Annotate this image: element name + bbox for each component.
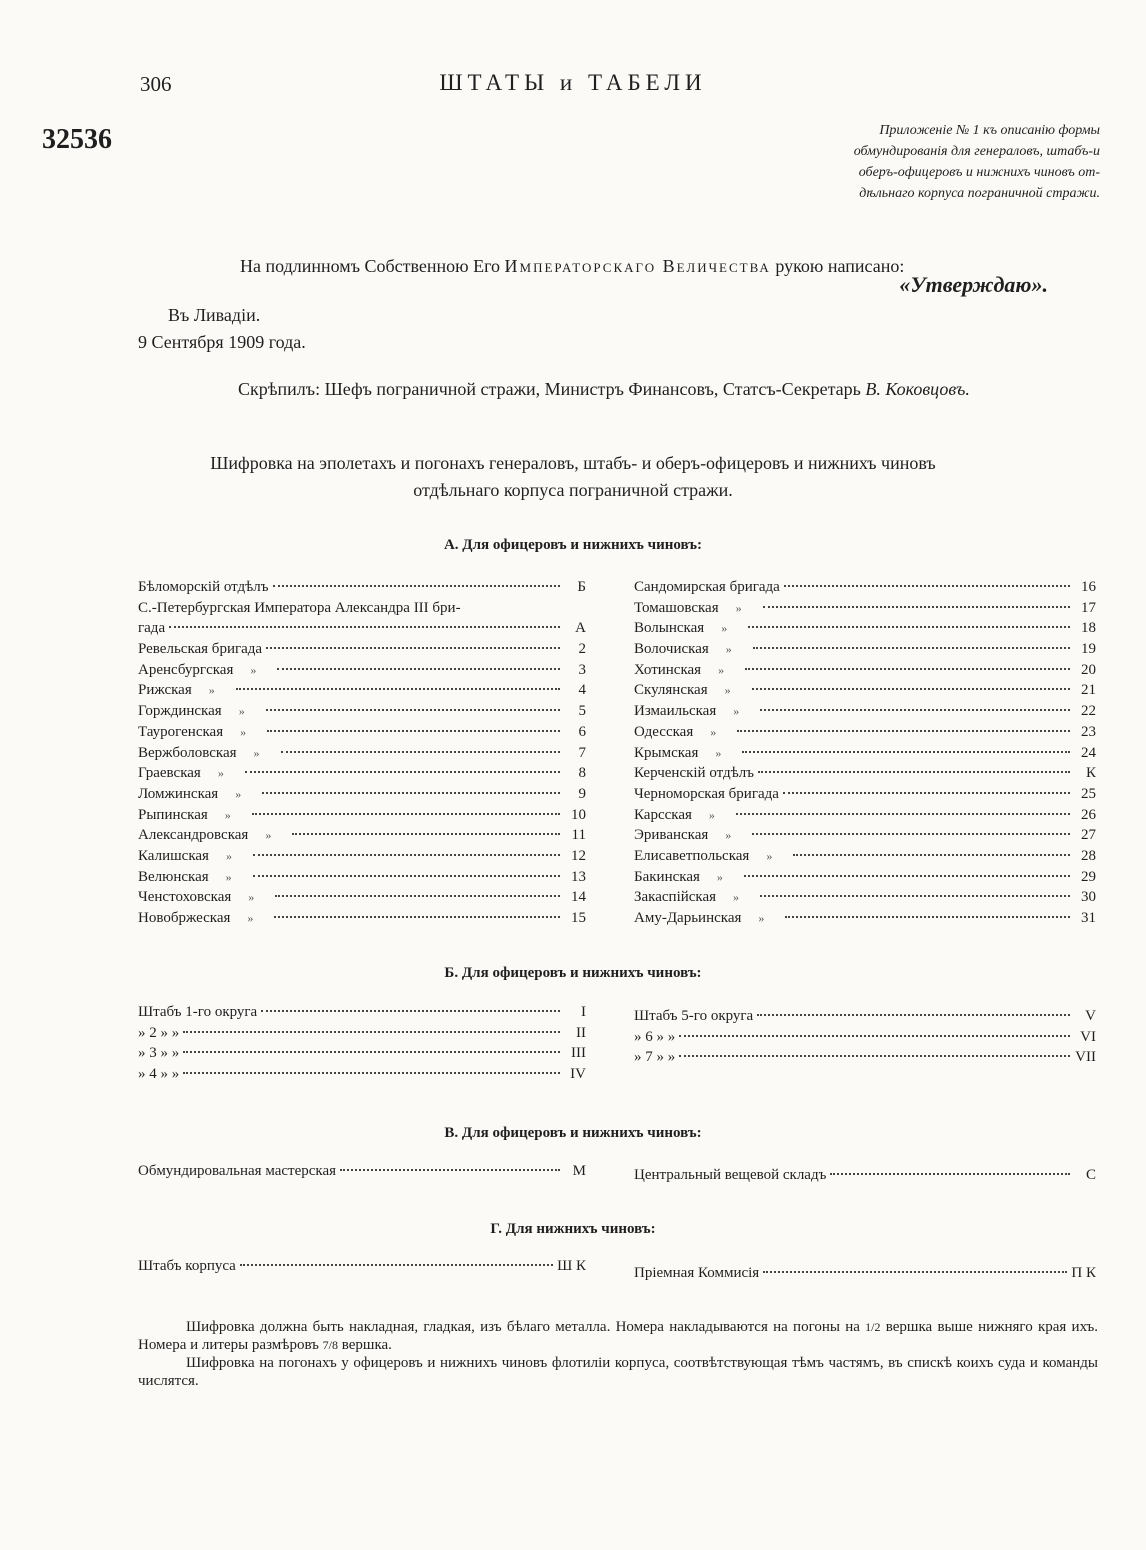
item-code: М bbox=[572, 1163, 586, 1179]
ditto-mark: » bbox=[733, 890, 740, 905]
leader-dots bbox=[793, 854, 1070, 856]
leader-dots bbox=[785, 916, 1070, 918]
ditto-mark: » bbox=[225, 869, 232, 884]
leader-dots bbox=[679, 1035, 1070, 1037]
item-code: 24 bbox=[1081, 744, 1096, 761]
item-name: Ченстоховская bbox=[138, 889, 232, 906]
section-b-right-list bbox=[634, 1008, 1096, 1070]
item-name: Вержболовская bbox=[138, 744, 237, 761]
leader-dots bbox=[277, 668, 560, 670]
list-item bbox=[634, 1167, 1096, 1188]
list-item bbox=[634, 682, 1096, 703]
item-code: 19 bbox=[1081, 641, 1096, 658]
leader-dots bbox=[240, 1264, 553, 1266]
original-text-c: рукою написано: bbox=[775, 256, 905, 276]
item-name: Центральный вещевой складъ bbox=[634, 1167, 827, 1183]
leader-dots bbox=[783, 792, 1070, 794]
leader-dots bbox=[253, 854, 560, 856]
ditto-mark: » bbox=[248, 890, 255, 905]
item-name: Рыпинская bbox=[138, 806, 208, 823]
item-name: Крымская bbox=[634, 744, 699, 761]
appendix-line: дѣльнаго корпуса пограничной стражи. bbox=[859, 186, 1100, 201]
note-1b: вершка выше нижняго края ихъ. Номера и литеры размѣровъ bbox=[138, 1319, 1099, 1353]
list-item bbox=[634, 807, 1096, 828]
note-paragraph-2: Шифровка на погонахъ у офицеровъ и нижнихъ чиновъ флотиліи корпуса, соотвѣтствующая тѣмъ частямъ, въ спискѣ коихъ суда и команды числятся. bbox=[138, 1355, 1098, 1389]
leader-dots bbox=[236, 688, 560, 690]
list-item bbox=[634, 1029, 1096, 1050]
item-code: 5 bbox=[578, 703, 586, 720]
leader-dots bbox=[784, 585, 1070, 587]
item-code: 29 bbox=[1081, 868, 1096, 885]
item-name: Сандомирская бригада bbox=[634, 579, 780, 595]
appendix-line: оберъ-офицеровъ и нижнихъ чиновъ от- bbox=[858, 165, 1100, 180]
leader-dots bbox=[183, 1072, 560, 1074]
item-code: 7 bbox=[578, 744, 586, 761]
list-item bbox=[138, 641, 586, 662]
list-item bbox=[138, 1258, 586, 1279]
item-code: IV bbox=[570, 1066, 586, 1083]
leader-dots bbox=[261, 1010, 560, 1012]
list-item bbox=[634, 765, 1096, 786]
item-code: 20 bbox=[1081, 661, 1096, 678]
leader-dots bbox=[679, 1055, 1070, 1057]
leader-dots bbox=[292, 833, 560, 835]
leader-dots bbox=[253, 875, 560, 877]
leader-dots bbox=[742, 751, 1070, 753]
item-code: 18 bbox=[1081, 620, 1096, 637]
section-a-left-list bbox=[138, 579, 586, 931]
leader-dots bbox=[758, 771, 1070, 773]
ditto-mark: » bbox=[733, 704, 740, 719]
leader-dots bbox=[281, 751, 560, 753]
item-code: 13 bbox=[571, 868, 586, 885]
ditto-mark: » bbox=[725, 642, 732, 657]
item-code: 10 bbox=[571, 806, 586, 823]
item-name: Измаильская bbox=[634, 703, 717, 720]
list-item bbox=[634, 745, 1096, 766]
leader-dots bbox=[760, 895, 1070, 897]
list-item bbox=[138, 889, 586, 910]
original-text-a: На подлинномъ Собственною Его bbox=[240, 256, 501, 276]
section-g-left-list bbox=[138, 1258, 586, 1279]
leader-dots bbox=[273, 585, 560, 587]
item-code: 9 bbox=[578, 785, 586, 802]
leader-dots bbox=[744, 875, 1070, 877]
item-code: 16 bbox=[1081, 579, 1096, 595]
list-item bbox=[138, 848, 586, 869]
item-code: 15 bbox=[571, 910, 586, 926]
item-code: III bbox=[571, 1045, 586, 1062]
item-code: К bbox=[1085, 765, 1096, 782]
leader-dots bbox=[275, 895, 560, 897]
running-title: ШТАТЫ и ТАБЕЛИ bbox=[439, 70, 707, 95]
list-item bbox=[634, 910, 1096, 931]
item-name: Закаспійская bbox=[634, 889, 717, 906]
item-name: Аму-Дарьинская bbox=[634, 910, 742, 926]
ditto-mark: » bbox=[240, 724, 247, 739]
countersignature bbox=[238, 379, 970, 400]
leader-dots bbox=[267, 730, 560, 732]
item-code: С bbox=[1085, 1167, 1096, 1183]
list-item bbox=[634, 600, 1096, 621]
item-name: Эриванская bbox=[634, 827, 709, 844]
item-code: 6 bbox=[578, 723, 586, 740]
item-name: Волочиская bbox=[634, 641, 709, 658]
list-item bbox=[138, 1004, 586, 1025]
ditto-mark: » bbox=[758, 911, 765, 925]
list-item bbox=[634, 703, 1096, 724]
list-item bbox=[138, 786, 586, 807]
list-item bbox=[138, 765, 586, 786]
list-item bbox=[138, 1025, 586, 1046]
ditto-mark: » bbox=[725, 828, 732, 843]
leader-dots bbox=[274, 916, 560, 918]
list-item bbox=[138, 1066, 586, 1087]
document-title bbox=[0, 450, 1146, 504]
ditto-mark: » bbox=[265, 828, 272, 843]
appendix-line: обмундированія для генераловъ, штабъ-и bbox=[853, 144, 1100, 159]
item-name: гада bbox=[138, 620, 166, 637]
ditto-mark: » bbox=[708, 807, 715, 822]
leader-dots bbox=[736, 813, 1070, 815]
list-item bbox=[138, 579, 586, 600]
ditto-mark: » bbox=[716, 869, 723, 884]
ditto-mark: » bbox=[247, 911, 254, 925]
item-name: Аренсбургская bbox=[138, 661, 234, 678]
ditto-mark: » bbox=[225, 848, 232, 863]
leader-dots bbox=[753, 647, 1070, 649]
item-name: Ревельская бригада bbox=[138, 641, 263, 658]
item-name: Одесская bbox=[634, 723, 694, 740]
title-line-2: отдѣльнаго корпуса пограничной стражи. bbox=[413, 480, 733, 500]
ditto-mark: » bbox=[721, 621, 728, 636]
leader-dots bbox=[752, 833, 1070, 835]
note-1a: Шифровка должна быть накладная, гладкая, изъ бѣлаго металла. Номера накладываются на погоны на bbox=[186, 1319, 860, 1335]
section-a-right-list bbox=[634, 579, 1096, 931]
ditto-mark: » bbox=[238, 704, 245, 719]
section-b-heading: Б. Для офицеровъ и нижнихъ чиновъ: bbox=[444, 965, 702, 981]
item-name: Рижская bbox=[138, 682, 192, 699]
list-item bbox=[634, 786, 1096, 807]
countersign-name: В. Коковцовъ. bbox=[865, 379, 970, 399]
list-item bbox=[138, 682, 586, 703]
original-text-note bbox=[240, 256, 904, 277]
section-g-right-list bbox=[634, 1265, 1096, 1286]
leader-dots bbox=[763, 606, 1070, 608]
leader-dots bbox=[169, 626, 560, 628]
list-item bbox=[634, 827, 1096, 848]
item-name: » 4 » » bbox=[138, 1066, 180, 1083]
item-code: 30 bbox=[1081, 889, 1096, 906]
ditto-mark: » bbox=[253, 745, 260, 760]
list-item bbox=[634, 662, 1096, 683]
ditto-mark: » bbox=[224, 807, 231, 822]
item-name: Горждинская bbox=[138, 703, 222, 720]
date: 9 Сентября 1909 года. bbox=[138, 332, 306, 352]
item-name: Карсская bbox=[634, 806, 692, 823]
ditto-mark: » bbox=[715, 745, 722, 760]
item-code: 2 bbox=[578, 641, 586, 658]
item-code: I bbox=[581, 1004, 586, 1020]
item-code: V bbox=[1085, 1008, 1096, 1024]
item-name: Граевская bbox=[138, 765, 201, 782]
ditto-mark: » bbox=[217, 766, 224, 781]
item-code: П К bbox=[1071, 1265, 1096, 1281]
leader-dots bbox=[340, 1169, 560, 1171]
item-code: 31 bbox=[1081, 910, 1096, 926]
note-1c: вершка. bbox=[341, 1337, 392, 1353]
item-name: Пріемная Коммисія bbox=[634, 1265, 760, 1281]
item-code: 12 bbox=[571, 847, 586, 864]
item-name: Калишская bbox=[138, 847, 209, 864]
leader-dots bbox=[748, 626, 1070, 628]
ditto-mark: » bbox=[250, 662, 257, 677]
page-number: 306 bbox=[140, 72, 172, 96]
item-name: Велюнская bbox=[138, 868, 209, 885]
notes bbox=[138, 1318, 1098, 1390]
title-line-1: Шифровка на эполетахъ и погонахъ генераловъ, штабъ- и оберъ-офицеровъ и нижнихъ чиновъ bbox=[210, 453, 936, 473]
list-item bbox=[634, 889, 1096, 910]
list-item bbox=[634, 869, 1096, 890]
item-code: 23 bbox=[1081, 723, 1096, 740]
leader-dots bbox=[745, 668, 1070, 670]
list-item bbox=[634, 579, 1096, 600]
original-text-b: Императорскаго Величества bbox=[504, 256, 771, 276]
item-name: Елисаветпольская bbox=[634, 847, 750, 864]
item-code: 11 bbox=[571, 827, 586, 844]
item-code: А bbox=[575, 620, 586, 637]
item-code: VI bbox=[1080, 1028, 1096, 1045]
item-code: 4 bbox=[578, 682, 586, 699]
countersign-text: Скрѣпилъ: Шефъ пограничной стражи, Министръ Финансовъ, Статсъ-Секретарь bbox=[238, 379, 861, 399]
item-name: Штабъ 1-го округа bbox=[138, 1004, 258, 1020]
item-code: Б bbox=[577, 579, 586, 595]
leader-dots bbox=[760, 709, 1070, 711]
note-1-fraction-2: 7/8 bbox=[322, 1338, 339, 1352]
leader-dots bbox=[252, 813, 560, 815]
list-item bbox=[138, 703, 586, 724]
section-a-heading: А. Для офицеровъ и нижнихъ чиновъ: bbox=[443, 537, 703, 553]
ditto-mark: » bbox=[766, 848, 773, 863]
item-code: II bbox=[576, 1024, 586, 1041]
leader-dots bbox=[757, 1014, 1070, 1016]
ditto-mark: » bbox=[235, 786, 242, 801]
item-name: Новобржеская bbox=[138, 910, 231, 926]
list-item bbox=[634, 1049, 1096, 1070]
item-name: Томашовская bbox=[634, 599, 719, 616]
leader-dots bbox=[737, 730, 1070, 732]
list-item bbox=[138, 869, 586, 890]
ditto-mark: » bbox=[208, 683, 215, 698]
item-name: Штабъ корпуса bbox=[138, 1258, 236, 1274]
section-g-heading: Г. Для нижнихъ чиновъ: bbox=[490, 1221, 656, 1237]
section-v-heading: В. Для офицеровъ и нижнихъ чиновъ: bbox=[444, 1125, 702, 1141]
place: Въ Ливадіи. bbox=[168, 305, 261, 325]
document-number: 32536 bbox=[42, 124, 112, 155]
item-code: VII bbox=[1075, 1049, 1096, 1066]
ditto-mark: » bbox=[710, 724, 717, 739]
leader-dots bbox=[763, 1271, 1067, 1273]
item-name: Обмундировальная мастерская bbox=[138, 1163, 337, 1179]
list-item bbox=[634, 1008, 1096, 1029]
item-name: » 2 » » bbox=[138, 1024, 180, 1041]
item-name: » 6 » » bbox=[634, 1028, 676, 1045]
section-v-left-list bbox=[138, 1163, 586, 1184]
item-code: 25 bbox=[1081, 785, 1096, 802]
item-name: Бѣломорскій отдѣлъ bbox=[138, 579, 269, 595]
list-item bbox=[138, 724, 586, 745]
section-b-left-list bbox=[138, 1004, 586, 1087]
item-code: 27 bbox=[1081, 827, 1096, 844]
ditto-mark: » bbox=[724, 683, 731, 698]
appendix-line: Приложеніе № 1 къ описанію формы bbox=[879, 123, 1100, 138]
note-1-fraction: 1/2 bbox=[865, 1320, 881, 1334]
item-code: 28 bbox=[1081, 847, 1096, 864]
item-code: Ш К bbox=[557, 1258, 586, 1274]
list-item bbox=[138, 807, 586, 828]
leader-dots bbox=[262, 792, 560, 794]
note-paragraph-1 bbox=[138, 1318, 1098, 1354]
item-code: 3 bbox=[578, 661, 586, 678]
item-code: 17 bbox=[1081, 599, 1096, 616]
item-name: » 7 » » bbox=[634, 1049, 676, 1066]
ditto-mark: » bbox=[735, 600, 742, 615]
item-name: С.-Петербургская Императора Александра III бри- bbox=[138, 599, 461, 616]
item-name: Александровская bbox=[138, 827, 249, 844]
leader-dots bbox=[245, 771, 560, 773]
list-item bbox=[634, 1265, 1096, 1286]
leader-dots bbox=[266, 709, 560, 711]
item-code: 22 bbox=[1081, 703, 1096, 720]
ditto-mark: » bbox=[718, 662, 725, 677]
item-name: Штабъ 5-го округа bbox=[634, 1008, 754, 1024]
leader-dots bbox=[752, 688, 1070, 690]
appendix-note bbox=[770, 120, 1100, 204]
item-name: » 3 » » bbox=[138, 1045, 180, 1062]
item-name: Скулянская bbox=[634, 682, 708, 699]
list-item bbox=[138, 600, 586, 621]
item-code: 8 bbox=[578, 765, 586, 782]
item-name: Таурогенская bbox=[138, 723, 224, 740]
item-name: Хотинская bbox=[634, 661, 702, 678]
list-item bbox=[634, 620, 1096, 641]
leader-dots bbox=[183, 1051, 560, 1053]
item-name: Черноморская бригада bbox=[634, 785, 779, 802]
leader-dots bbox=[266, 647, 560, 649]
list-item bbox=[138, 910, 586, 931]
item-name: Ломжинская bbox=[138, 785, 219, 802]
approval: «Утверждаю». bbox=[899, 272, 1048, 297]
leader-dots bbox=[830, 1173, 1070, 1175]
item-name: Керченскій отдѣлъ bbox=[634, 765, 755, 782]
list-item bbox=[138, 1045, 586, 1066]
list-item bbox=[634, 641, 1096, 662]
list-item bbox=[138, 745, 586, 766]
section-v-right-list bbox=[634, 1167, 1096, 1188]
list-item bbox=[634, 848, 1096, 869]
list-item bbox=[138, 662, 586, 683]
list-item bbox=[138, 827, 586, 848]
list-item bbox=[138, 1163, 586, 1184]
item-code: 14 bbox=[571, 889, 586, 906]
item-name: Волынская bbox=[634, 620, 705, 637]
item-code: 21 bbox=[1081, 682, 1096, 699]
leader-dots bbox=[183, 1031, 560, 1033]
item-name: Бакинская bbox=[634, 868, 700, 885]
item-code: 26 bbox=[1081, 806, 1096, 823]
list-item bbox=[634, 724, 1096, 745]
list-item bbox=[138, 620, 586, 641]
